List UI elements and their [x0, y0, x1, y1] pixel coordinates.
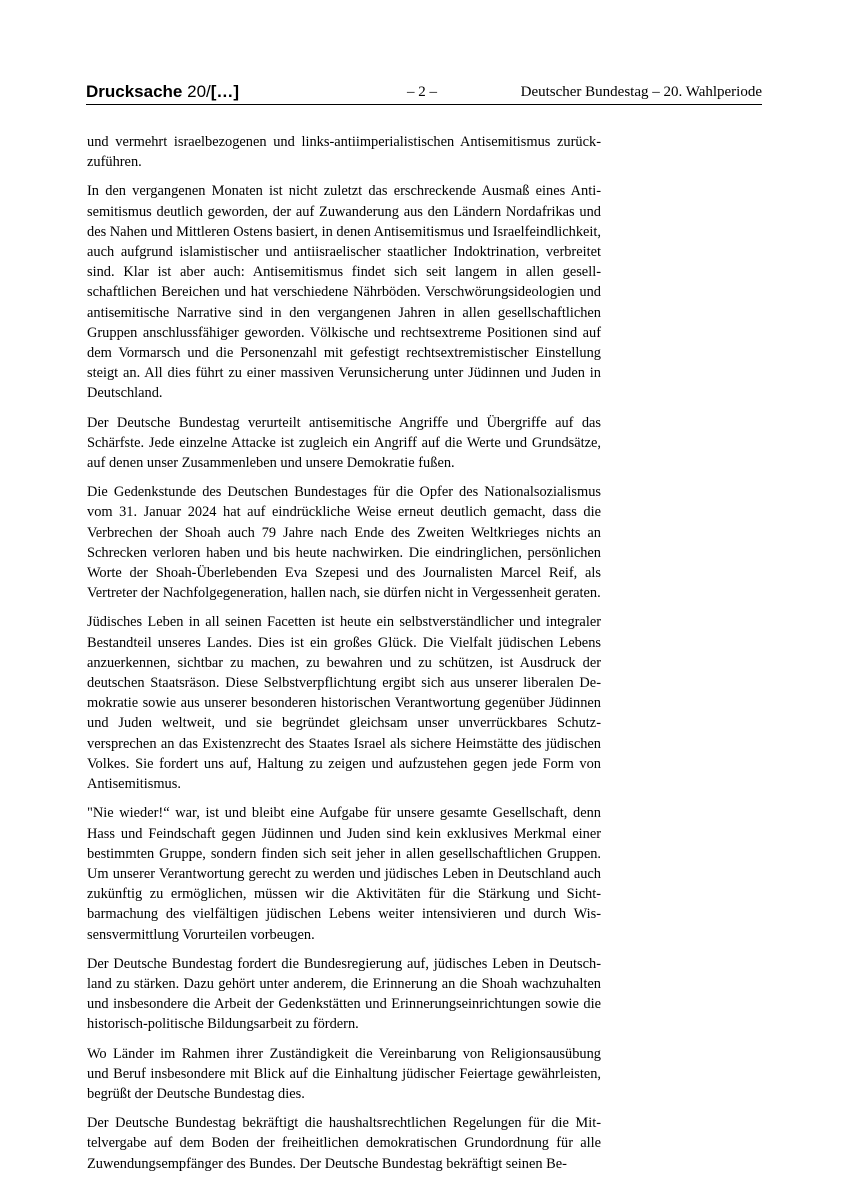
paragraph-6: "Nie wieder!“ war, ist und bleibt eine Aufgabe für unsere gesamte Gesellschaft, denn Hass und Feindschaft gegen Jüdinnen und Juden sind kein exklusives Merkmal einer bestimmten Gruppe, sondern finden sich seit jeher in allen gesellschaftlichen Gruppen. Um unserer Verantwortung gerecht zu werden und jüdisches Leben in Deutschland auch zukünftig zu ermöglichen, müssen wir die Aktivitäten für die Stärkung und Sichtbarmachung des vielfältigen jüdischen Lebens weiter intensivieren und durch Wissensvermittlung Vorurteilen vorbeugen.	[87, 805, 601, 943]
paragraph-4: Die Gedenkstunde des Deutschen Bundestages für die Opfer des Nationalsozialismus vom 31. Januar 2024 hat auf eindrückliche Weise erneut deutlich gemacht, dass die Verbrechen der Shoah auch 79 Jahre nach Ende des Zweiten Weltkrieges nichts an Schrecken verloren haben und bis heute nachwirken. Die eindringlichen, persönlichen Worte der Shoah-Überlebenden Eva Szepesi und des Journalisten Marcel Reif, als Vertreter der Nachfolgegeneration, hallen nach, sie dürfen nicht in Vergessenheit geraten.	[87, 484, 601, 602]
paragraph-8: Wo Länder im Rahmen ihrer Zuständigkeit die Vereinbarung von Religionsausübung und Beruf insbesondere mit Blick auf die Einhaltung jüdischer Feiertage gewährleisten, begrüßt der Deutsche Bundestag dies.	[87, 1045, 601, 1102]
paragraph-9: Der Deutsche Bundestag bekräftigt die haushaltsrechtlichen Regelungen für die Mittelvergabe auf dem Boden der freiheitlichen demokratischen Grundordnung für alle Zuwendungsempfänger des Bundes. Der Deutsche Bundestag bekräftigt seinen Be-	[87, 1115, 601, 1172]
paragraph-2: In den vergangenen Monaten ist nicht zuletzt das erschreckende Ausmaß eines Antisemitismus deutlich geworden, der auf Zuwanderung aus den Ländern Nordafrikas und des Nahen und Mittleren Ostens basiert, in denen Antisemitismus und Israelfeindlichkeit, auch aufgrund islamistischer und antiisraelischer staatlicher Indoktrination, verbreitet sind. Klar ist aber auch: Antisemitismus findet sich seit langem in allen gesellschaftlichen Bereichen und hat verschiedene Nährböden. Verschwörungsideologien und antisemitische Narrative sind in den vergangenen Jahren in allen gesellschaftlichen Gruppen anschlussfähiger geworden. Völkische und rechtsextreme Positionen sind auf dem Vormarsch und die Personenzahl mit gefestigt rechtsextremistischer Einstellung steigt an. All dies führt zu einer massiven Verunsicherung unter Jüdinnen und Juden in Deutschland.	[87, 183, 601, 402]
issuer-label: Deutscher Bundestag – 20. Wahlperiode	[520, 84, 762, 100]
doc-label: Drucksache	[86, 82, 183, 101]
paragraph-1: und vermehrt israelbezogenen und links-antiimperialistischen Antisemitismus zurückzuführen.	[87, 134, 601, 171]
paragraph-7: Der Deutsche Bundestag fordert die Bundesregierung auf, jüdisches Leben in Deutschland zu stärken. Dazu gehört unter anderem, die Erinnerung an die Shoah wachzuhalten und insbesondere die Arbeit der Gedenkstätten und Erinnerungseinrichtungen sowie die historisch-politische Bildungsarbeit zu fördern.	[87, 955, 601, 1033]
paragraph-3: Der Deutsche Bundestag verurteilt antisemitische Angriffe und Übergriffe auf das Schärfste. Jede einzelne Attacke ist zugleich ein Angriff auf die Werte und Grundsätze, auf denen unser Zusammenleben und unsere Demokratie fußen.	[87, 414, 601, 472]
page-number: – 2 –	[407, 84, 437, 100]
page-header	[86, 82, 762, 105]
doc-number: 20/	[187, 82, 211, 101]
doc-placeholder: […]	[210, 82, 240, 101]
body-text	[87, 132, 601, 1174]
paragraph-5: Jüdisches Leben in all seinen Facetten ist heute ein selbstverständlicher und integraler Bestandteil unseres Landes. Dies ist ein großes Glück. Die Vielfalt jüdischen Lebens anzuerkennen, sichtbar zu machen, zu bewahren und zu schützen, ist Ausdruck der deutschen Staatsräson. Diese Selbstverpflichtung ergibt sich aus unserer liberalen Demokratie sowie aus unserer besonderen historischen Verantwortung gegenüber Jüdinnen und Juden weltweit, und sie begründet gleichsam unser unverrückbares Schutzversprechen an das Existenzrecht des Staates Israel als sichere Heimstätte des jüdischen Volkes. Sie fordert uns auf, Haltung zu zeigen und aufzustehen gegen jede Form von Antisemitismus.	[87, 614, 601, 793]
